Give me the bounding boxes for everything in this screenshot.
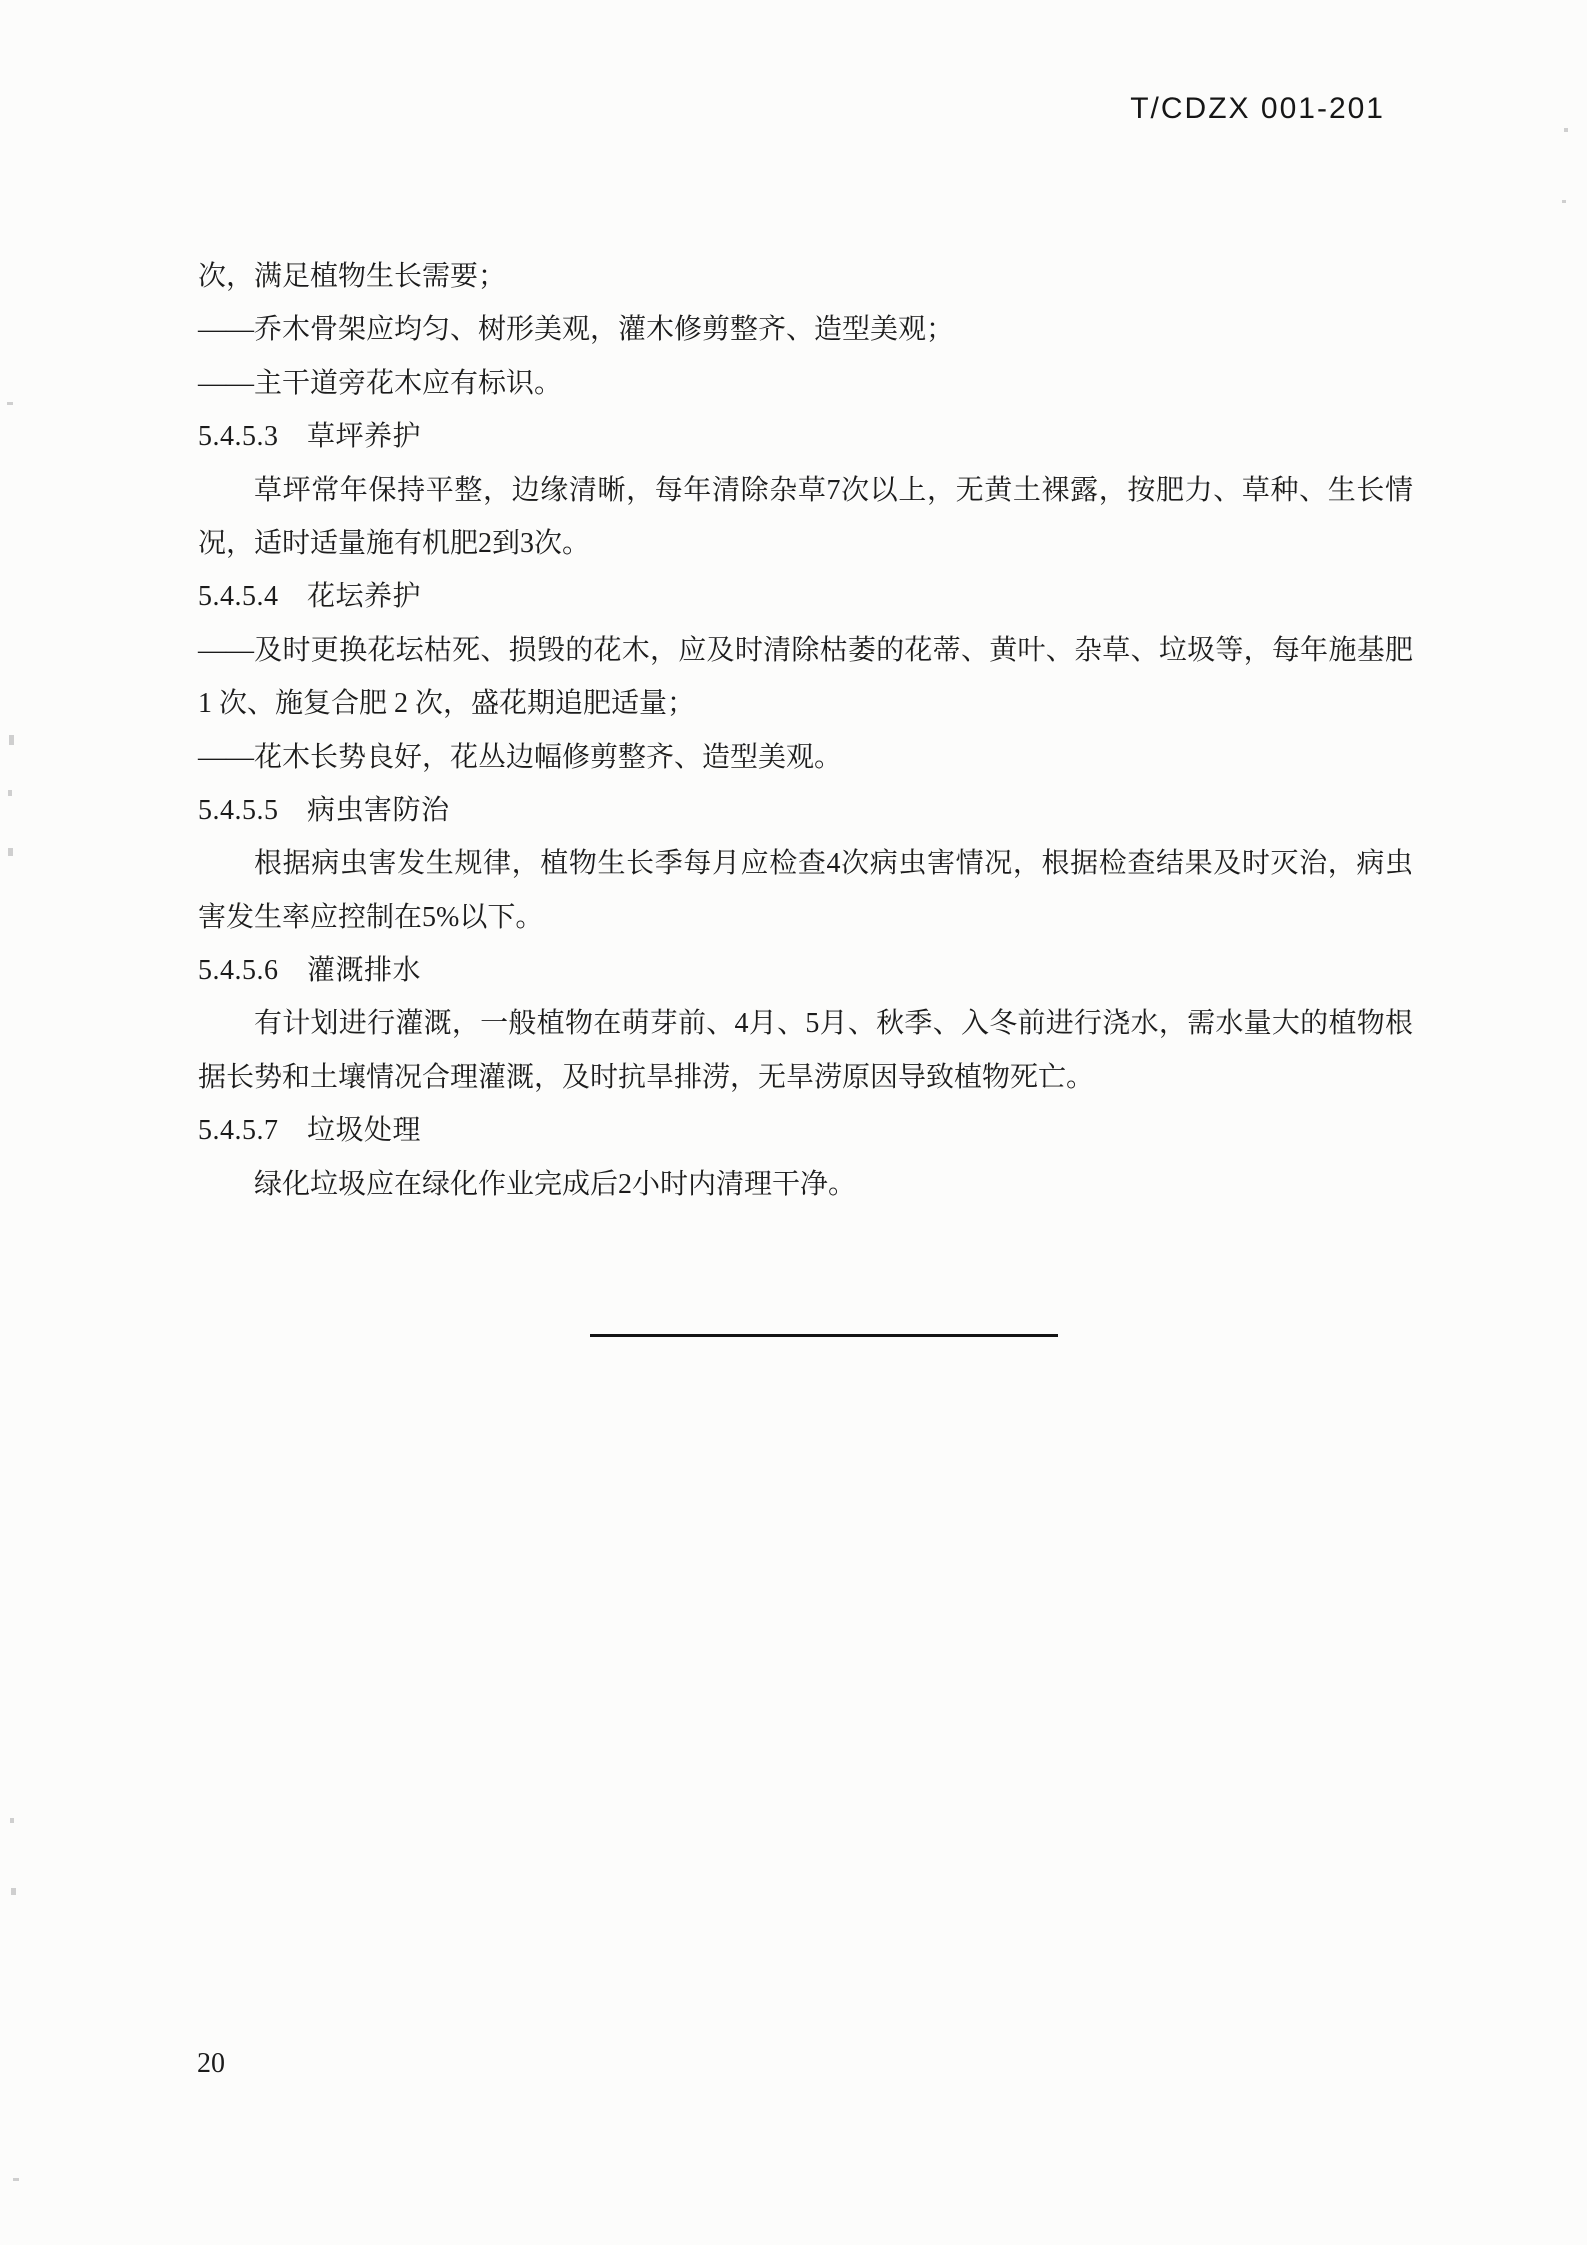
dash-item-line: ——花木长势良好，花丛边幅修剪整齐、造型美观。 [198, 741, 843, 773]
paragraph-line: 草坪常年保持平整，边缘清晰，每年清除杂草7次以上，无黄土裸露，按肥力、草种、生长情 [254, 474, 1413, 506]
paragraph-line: 次，满足植物生长需要； [198, 261, 507, 292]
paragraph-line: 根据病虫害发生规律，植物生长季每月应检查4次病虫害情况，根据检查结果及时灭治，病虫 [254, 848, 1413, 880]
scan-artifact [7, 402, 13, 405]
scan-artifact [11, 1888, 16, 1895]
paragraph-line: 据长势和土壤情况合理灌溉，及时抗旱排涝，无旱涝原因导致植物死亡。 [198, 1061, 1095, 1093]
dash-item-line: ——乔木骨架应均匀、树形美观，灌木修剪整齐、造型美观； [198, 314, 955, 346]
scan-artifact [9, 735, 14, 745]
end-of-text-divider [590, 1334, 1058, 1337]
dash-item-line: ——及时更换花坛枯死、损毁的花木，应及时清除枯萎的花蒂、黄叶、杂草、垃圾等，每年施基肥 [198, 634, 1413, 666]
paragraph-line: 况，适时适量施有机肥2到3次。 [198, 527, 591, 559]
paragraph-line: 有计划进行灌溉，一般植物在萌芽前、4月、5月、秋季、入冬前进行浇水，需水量大的植物根 [254, 1008, 1413, 1040]
scan-artifact [13, 2178, 19, 2181]
dash-item-line: ——主干道旁花木应有标识。 [198, 367, 563, 399]
standard-code-header: T/CDZX 001-201 [1130, 92, 1385, 125]
scan-artifact [1564, 128, 1568, 132]
paragraph-line: 绿化垃圾应在绿化作业完成后2小时内清理干净。 [254, 1168, 857, 1200]
scan-artifact [8, 790, 12, 796]
clause-heading: 5.4.5.3 草坪养护 [198, 421, 422, 453]
clause-heading: 5.4.5.7 垃圾处理 [198, 1115, 422, 1147]
clause-heading: 5.4.5.6 灌溉排水 [198, 955, 422, 987]
paragraph-line: 1 次、施复合肥 2 次，盛花期追肥适量； [198, 688, 696, 720]
document-text-block [198, 250, 1413, 1211]
clause-heading: 5.4.5.5 病虫害防治 [198, 794, 450, 826]
scan-artifact [8, 848, 13, 856]
scan-artifact [1562, 200, 1566, 203]
clause-heading: 5.4.5.4 花坛养护 [198, 581, 422, 613]
page-number: 20 [197, 2048, 225, 2079]
scan-artifact [10, 1818, 14, 1823]
paragraph-line: 害发生率应控制在5%以下。 [198, 901, 544, 933]
